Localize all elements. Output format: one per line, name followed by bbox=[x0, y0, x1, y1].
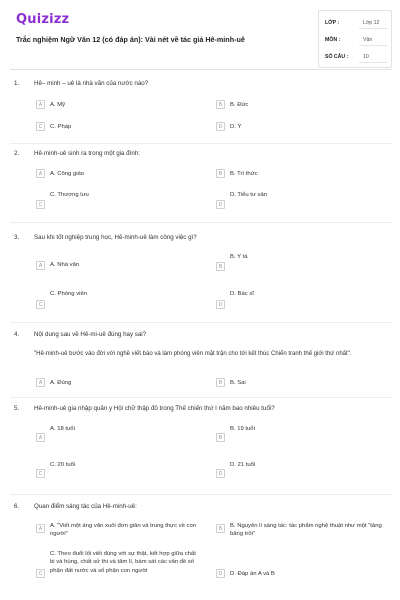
option-letter: D bbox=[216, 200, 225, 209]
option-d[interactable] bbox=[216, 191, 384, 211]
option-text: B. Đức bbox=[230, 102, 249, 108]
option-letter: B bbox=[216, 433, 225, 442]
worksheet-header bbox=[10, 8, 392, 70]
option-a[interactable] bbox=[36, 100, 196, 110]
option-c[interactable] bbox=[36, 550, 196, 582]
option-text: B. Sai bbox=[230, 380, 246, 386]
meta-row-subject bbox=[325, 32, 387, 48]
option-text: C. Pháp bbox=[50, 124, 72, 130]
meta-value: 10 bbox=[363, 54, 369, 60]
question-number: 4. bbox=[14, 331, 20, 338]
option-letter: A bbox=[36, 378, 45, 387]
option-c[interactable] bbox=[36, 290, 196, 310]
option-letter: C bbox=[36, 200, 45, 209]
option-c[interactable] bbox=[36, 122, 196, 132]
question-number: 5. bbox=[14, 405, 20, 412]
option-letter: D bbox=[216, 300, 225, 309]
option-letter: B bbox=[216, 378, 225, 387]
option-text: B. Y tá bbox=[230, 254, 248, 260]
option-letter: D bbox=[216, 122, 225, 131]
option-text: B. 19 tuổi bbox=[230, 426, 255, 432]
option-text: A. "Viết một áng văn xuôi đơn giản và trung thực về con người" bbox=[50, 523, 197, 538]
option-d[interactable] bbox=[216, 122, 384, 132]
option-c[interactable] bbox=[36, 461, 196, 481]
option-a[interactable] bbox=[36, 522, 196, 542]
divider bbox=[10, 397, 392, 398]
option-letter: B bbox=[216, 169, 225, 178]
option-text: C. 20 tuổi bbox=[50, 462, 76, 468]
option-text: A. Công giáo bbox=[50, 171, 85, 177]
option-letter: C bbox=[36, 469, 45, 478]
option-letter: C bbox=[36, 569, 45, 578]
option-b[interactable] bbox=[216, 425, 384, 445]
option-text: A. Mỹ bbox=[50, 102, 66, 108]
meta-label: SỐ CÂU : bbox=[325, 54, 349, 60]
worksheet-title: Trắc nghiệm Ngữ Văn 12 (có đáp án): Vài nét về tác giả Hê-minh-uê bbox=[16, 35, 245, 44]
option-b[interactable] bbox=[216, 169, 384, 179]
option-text: D. Bác sĩ bbox=[230, 291, 254, 297]
option-a[interactable] bbox=[36, 425, 196, 445]
quizizz-logo: Quizizz bbox=[16, 12, 70, 27]
option-c[interactable] bbox=[36, 191, 196, 211]
divider bbox=[10, 143, 392, 144]
meta-value: Văn bbox=[363, 37, 373, 43]
option-text: A. Nhà văn bbox=[50, 262, 80, 268]
option-text: B. Nguyên lí sáng tác: tác phẩm nghệ thuật như một "tảng băng trôi" bbox=[230, 523, 382, 538]
question-text: Hê-minh-uê gia nhập quân y Hội chữ thập đỏ trong Thế chiến thứ I năm bao nhiêu tuổi? bbox=[34, 405, 275, 412]
question-number: 2. bbox=[14, 150, 20, 157]
option-b[interactable] bbox=[216, 522, 384, 542]
option-letter: A bbox=[36, 524, 45, 533]
option-a[interactable] bbox=[36, 253, 196, 273]
option-letter: B bbox=[216, 524, 225, 533]
meta-value: Lớp 12 bbox=[363, 20, 380, 26]
meta-row-class bbox=[325, 15, 387, 31]
option-letter: B bbox=[216, 100, 225, 109]
question-number: 6. bbox=[14, 503, 20, 510]
question-text: Hê-minh-uê sinh ra trong một gia đình: bbox=[34, 150, 140, 157]
question-quote: "Hê-minh-uê bước vào đời với nghề viết báo và làm phóng viên mặt trận cho tới kết thúc Chiến tranh thế giới thứ nhất". bbox=[34, 351, 352, 357]
meta-label: LỚP : bbox=[325, 20, 340, 26]
option-letter: D bbox=[216, 469, 225, 478]
option-d[interactable] bbox=[216, 569, 384, 579]
option-text: B. Trí thức bbox=[230, 171, 258, 177]
option-text: D. Đáp án A và B bbox=[230, 571, 275, 577]
meta-underline bbox=[359, 45, 387, 46]
meta-row-count bbox=[325, 49, 387, 65]
divider bbox=[10, 322, 392, 323]
question-number: 3. bbox=[14, 234, 20, 241]
question-text: Quan điểm sáng tác của Hê-minh-uê: bbox=[34, 503, 137, 510]
divider bbox=[10, 494, 392, 495]
option-text: C. Thượng lưu bbox=[50, 192, 89, 198]
option-b[interactable] bbox=[216, 100, 384, 110]
option-letter: B bbox=[216, 262, 225, 271]
option-letter: C bbox=[36, 122, 45, 131]
option-a[interactable] bbox=[36, 169, 196, 179]
option-b[interactable] bbox=[216, 253, 384, 273]
option-text: D. Tiểu tư sản bbox=[230, 192, 268, 198]
meta-label: MÔN : bbox=[325, 37, 341, 43]
option-letter: C bbox=[36, 300, 45, 309]
option-a[interactable] bbox=[36, 378, 196, 388]
question-text: Sau khi tốt nghiệp trung học, Hê-minh-uê làm công việc gì? bbox=[34, 234, 197, 241]
meta-underline bbox=[359, 62, 387, 63]
option-letter: D bbox=[216, 569, 225, 578]
option-text: A. Đúng bbox=[50, 380, 72, 386]
question-text: Nội dung sau về Hê-mi-uê đúng hay sai? bbox=[34, 331, 147, 338]
meta-underline bbox=[359, 28, 387, 29]
option-letter: A bbox=[36, 261, 45, 270]
option-text: A. 18 tuổi bbox=[50, 426, 75, 432]
option-text: C. Phóng viên bbox=[50, 291, 88, 297]
divider bbox=[10, 222, 392, 223]
meta-box bbox=[318, 10, 392, 68]
option-text: D. 21 tuổi bbox=[230, 462, 256, 468]
question-number: 1. bbox=[14, 80, 20, 87]
option-text: C. Theo đuổi lối viết đúng với sự thật, kết hợp giữa chất bi và hùng, chất sử thi và tâm lí, bám sát các vấn đề số phận đất nước và số phận con người bbox=[50, 551, 196, 574]
option-text: D. Ý bbox=[230, 124, 242, 130]
option-d[interactable] bbox=[216, 461, 384, 481]
option-letter: A bbox=[36, 433, 45, 442]
option-b[interactable] bbox=[216, 378, 384, 388]
question-text: Hê– minh – uê là nhà văn của nước nào? bbox=[34, 80, 149, 87]
option-letter: A bbox=[36, 169, 45, 178]
option-d[interactable] bbox=[216, 290, 384, 310]
option-letter: A bbox=[36, 100, 45, 109]
